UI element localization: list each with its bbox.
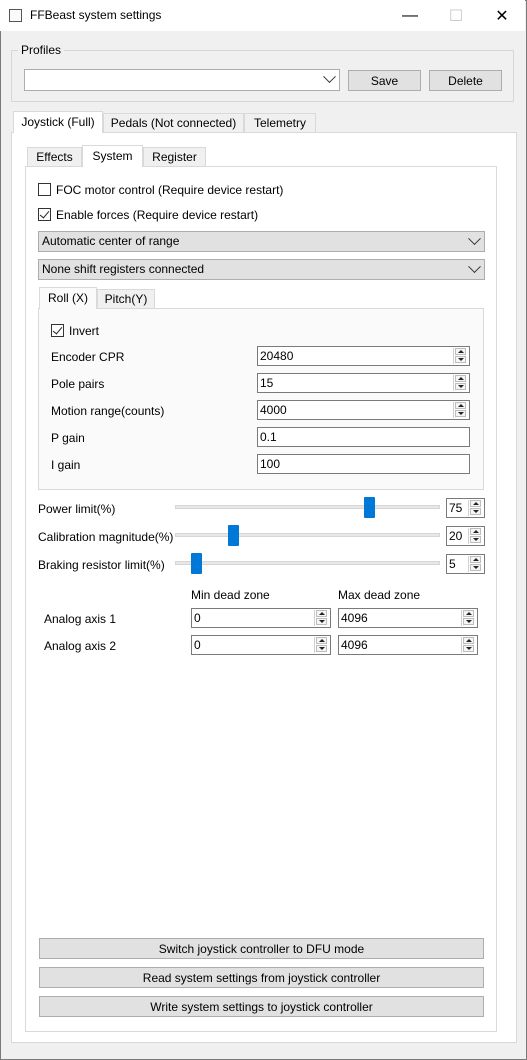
braking-resistor-value: 5 [449,557,456,571]
center-mode-value: Automatic center of range [42,234,180,248]
calibration-magnitude-slider[interactable] [175,525,440,546]
analog-axis-2-max-value: 4096 [341,638,368,652]
close-button[interactable]: ✕ [495,7,509,25]
analog-axis-1-min-value: 0 [194,611,201,625]
analog-axis-1-min-input[interactable] [191,608,331,628]
spinner[interactable] [461,610,475,626]
save-button[interactable]: Save [348,70,421,91]
spin-up-icon[interactable] [470,500,481,507]
chevron-down-icon [468,232,481,245]
pole-pairs-label: Pole pairs [51,377,105,391]
profiles-title: Profiles [18,43,64,57]
spinner[interactable] [453,375,467,391]
spin-down-icon[interactable] [470,508,481,515]
encoder-cpr-value: 20480 [260,349,294,363]
spinner[interactable] [468,500,482,516]
spin-up-icon[interactable] [455,402,466,409]
spinner[interactable] [461,637,475,653]
spin-down-icon[interactable] [316,618,327,625]
p-gain-value: 0.1 [260,430,277,444]
analog-axis-2-min-input[interactable] [191,635,331,655]
power-limit-slider[interactable] [175,497,440,518]
tab-effects[interactable]: Effects [27,147,82,166]
delete-button[interactable]: Delete [429,70,502,91]
analog-axis-1-label: Analog axis 1 [44,612,117,626]
motion-range-value: 4000 [260,403,287,417]
tab-pitch[interactable]: Pitch(Y) [97,289,155,308]
spin-down-icon[interactable] [470,536,481,543]
spin-up-icon[interactable] [470,528,481,535]
foc-checkbox[interactable] [38,183,51,196]
slider-thumb[interactable] [228,525,239,546]
spin-up-icon[interactable] [470,556,481,563]
slider-thumb[interactable] [364,497,375,518]
spin-up-icon[interactable] [463,610,474,617]
chevron-down-icon [468,260,481,273]
spin-down-icon[interactable] [463,618,474,625]
window-title: FFBeast system settings [30,8,162,22]
analog-axis-1-max-input[interactable] [338,608,478,628]
maximize-button[interactable]: ☐ [448,7,464,25]
center-mode-select[interactable] [38,231,485,252]
spinner[interactable] [453,402,467,418]
tab-system[interactable]: System [82,145,143,167]
pole-pairs-input[interactable] [257,373,470,393]
p-gain-input[interactable] [257,427,470,447]
spin-down-icon[interactable] [316,645,327,652]
spin-up-icon[interactable] [316,610,327,617]
power-limit-label: Power limit(%) [38,502,116,516]
spin-down-icon[interactable] [455,383,466,390]
braking-resistor-slider[interactable] [175,553,440,574]
shift-registers-value: None shift registers connected [42,262,205,276]
tab-register[interactable]: Register [143,147,206,166]
spinner[interactable] [314,610,328,626]
spin-down-icon[interactable] [463,645,474,652]
i-gain-label: I gain [51,458,81,472]
app-icon [9,9,22,22]
max-dead-zone-header: Max dead zone [338,588,421,602]
min-dead-zone-header: Min dead zone [191,588,270,602]
enable-forces-label: Enable forces (Require device restart) [56,208,259,222]
spinner[interactable] [453,348,467,364]
analog-axis-2-max-input[interactable] [338,635,478,655]
calibration-magnitude-value: 20 [449,529,463,543]
title-bar [0,0,525,31]
dfu-mode-button[interactable]: Switch joystick controller to DFU mode [39,938,484,959]
invert-checkbox[interactable] [51,324,64,337]
power-limit-input[interactable] [446,498,485,518]
encoder-cpr-label: Encoder CPR [51,350,125,364]
slider-track [175,561,440,565]
calibration-magnitude-input[interactable] [446,526,485,546]
braking-resistor-input[interactable] [446,554,485,574]
foc-label: FOC motor control (Require device restart) [56,183,284,197]
slider-track [175,533,440,537]
analog-axis-2-label: Analog axis 2 [44,639,117,653]
motion-range-label: Motion range(counts) [51,404,165,418]
spin-down-icon[interactable] [455,356,466,363]
tab-pedals[interactable]: Pedals (Not connected) [103,113,244,132]
shift-registers-select[interactable] [38,259,485,280]
spin-down-icon[interactable] [455,410,466,417]
profile-select[interactable] [24,69,340,91]
spin-up-icon[interactable] [316,637,327,644]
spinner[interactable] [468,528,482,544]
tab-joystick[interactable]: Joystick (Full) [13,111,103,133]
invert-label: Invert [69,324,100,338]
spin-down-icon[interactable] [470,564,481,571]
slider-track [175,505,440,509]
encoder-cpr-input[interactable] [257,346,470,366]
spin-up-icon[interactable] [455,348,466,355]
analog-axis-1-max-value: 4096 [341,611,368,625]
spinner[interactable] [468,556,482,572]
enable-forces-checkbox[interactable] [38,208,51,221]
read-settings-button[interactable]: Read system settings from joystick controller [39,967,484,988]
power-limit-value: 75 [449,501,463,515]
analog-axis-2-min-value: 0 [194,638,201,652]
motion-range-input[interactable] [257,400,470,420]
tab-roll[interactable]: Roll (X) [39,287,97,309]
spin-up-icon[interactable] [463,637,474,644]
pole-pairs-value: 15 [260,376,274,390]
tab-telemetry[interactable]: Telemetry [244,113,316,132]
spinner[interactable] [314,637,328,653]
calibration-magnitude-label: Calibration magnitude(%) [38,530,174,544]
spin-up-icon[interactable] [455,375,466,382]
chevron-down-icon [323,70,336,83]
write-settings-button[interactable]: Write system settings to joystick controller [39,996,484,1017]
p-gain-label: P gain [51,431,85,445]
slider-thumb[interactable] [191,553,202,574]
i-gain-input[interactable] [257,454,470,474]
i-gain-value: 100 [260,457,281,471]
minimize-button[interactable]: — [402,6,418,24]
braking-resistor-label: Braking resistor limit(%) [38,558,165,572]
